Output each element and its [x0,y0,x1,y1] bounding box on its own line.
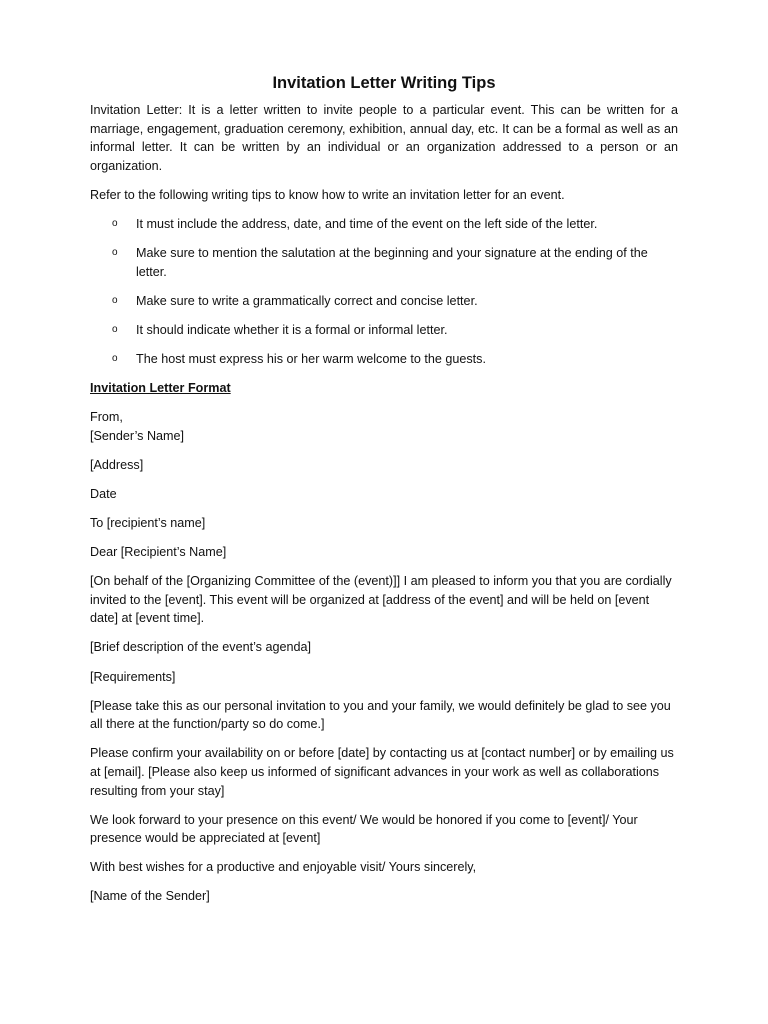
letter-address: [Address] [90,457,144,472]
list-item [90,244,678,281]
refer-paragraph: Refer to the following writing tips to know how to write an invitation letter for an event. [90,187,565,202]
intro-paragraph: Invitation Letter: It is a letter written to invite people to a particular event. This can be written for a marriage, engagement, graduation ceremony, exhibition, annual day, etc. It can be a formal as well as an informal letter. It can be written by an individual or an organization addressed to a person or an organization. [90,103,678,173]
letter-requirements: [Requirements] [90,669,176,684]
list-item [90,350,678,369]
letter-signature: [Name of the Sender] [90,889,210,904]
page-title: Invitation Letter Writing Tips [272,74,496,92]
tip-text: It must include the address, date, and time of the event on the left side of the letter. [136,216,598,231]
tip-text: Make sure to write a grammatically correct and concise letter. [136,293,478,308]
list-item [90,215,678,234]
tip-text: It should indicate whether it is a formal or informal letter. [136,322,448,337]
format-heading: Invitation Letter Format [90,381,231,396]
letter-body-invitation: [On behalf of the [Organizing Committee of the (event)]] I am pleased to inform you that you are cordially invited to the [event]. This event will be organized at [address of the event] and will be held on [event date] at [event time]. [90,574,672,626]
letter-body-presence: We look forward to your presence on this event/ We would be honored if you come to [event]/ Your presence would be appreciated at [event] [90,812,638,846]
hollow-circle-bullet-icon: o [112,323,118,335]
tip-text: The host must express his or her warm welcome to the guests. [136,351,486,366]
tips-list [90,215,678,369]
hollow-circle-bullet-icon: o [112,352,118,364]
list-item [90,292,678,311]
letter-date: Date [90,486,117,501]
letter-sender-name: [Sender’s Name] [90,428,185,443]
letter-salutation: Dear [Recipient’s Name] [90,545,227,560]
list-item [90,321,678,340]
letter-to: To [recipient’s name] [90,516,206,530]
tip-text: Make sure to mention the salutation at the beginning and your signature at the ending of the letter. [136,246,648,279]
letter-agenda: [Brief description of the event’s agenda] [90,640,311,655]
hollow-circle-bullet-icon: o [112,294,118,306]
letter-body-confirm: Please confirm your availability on or before [date] by contacting us at [contact number] or by emailing us at [email]. [Please also keep us informed of significant advances in your work as well as collaborations resulting from your stay] [90,746,674,798]
hollow-circle-bullet-icon: o [112,247,118,259]
hollow-circle-bullet-icon: o [112,217,118,229]
letter-from: From, [90,410,123,425]
letter-closing: With best wishes for a productive and enjoyable visit/ Yours sincerely, [90,860,477,875]
letter-body-personal: [Please take this as our personal invitation to you and your family, we would definitely be glad to see you all there at the function/party so do come.] [90,698,671,732]
document-page [90,72,678,917]
